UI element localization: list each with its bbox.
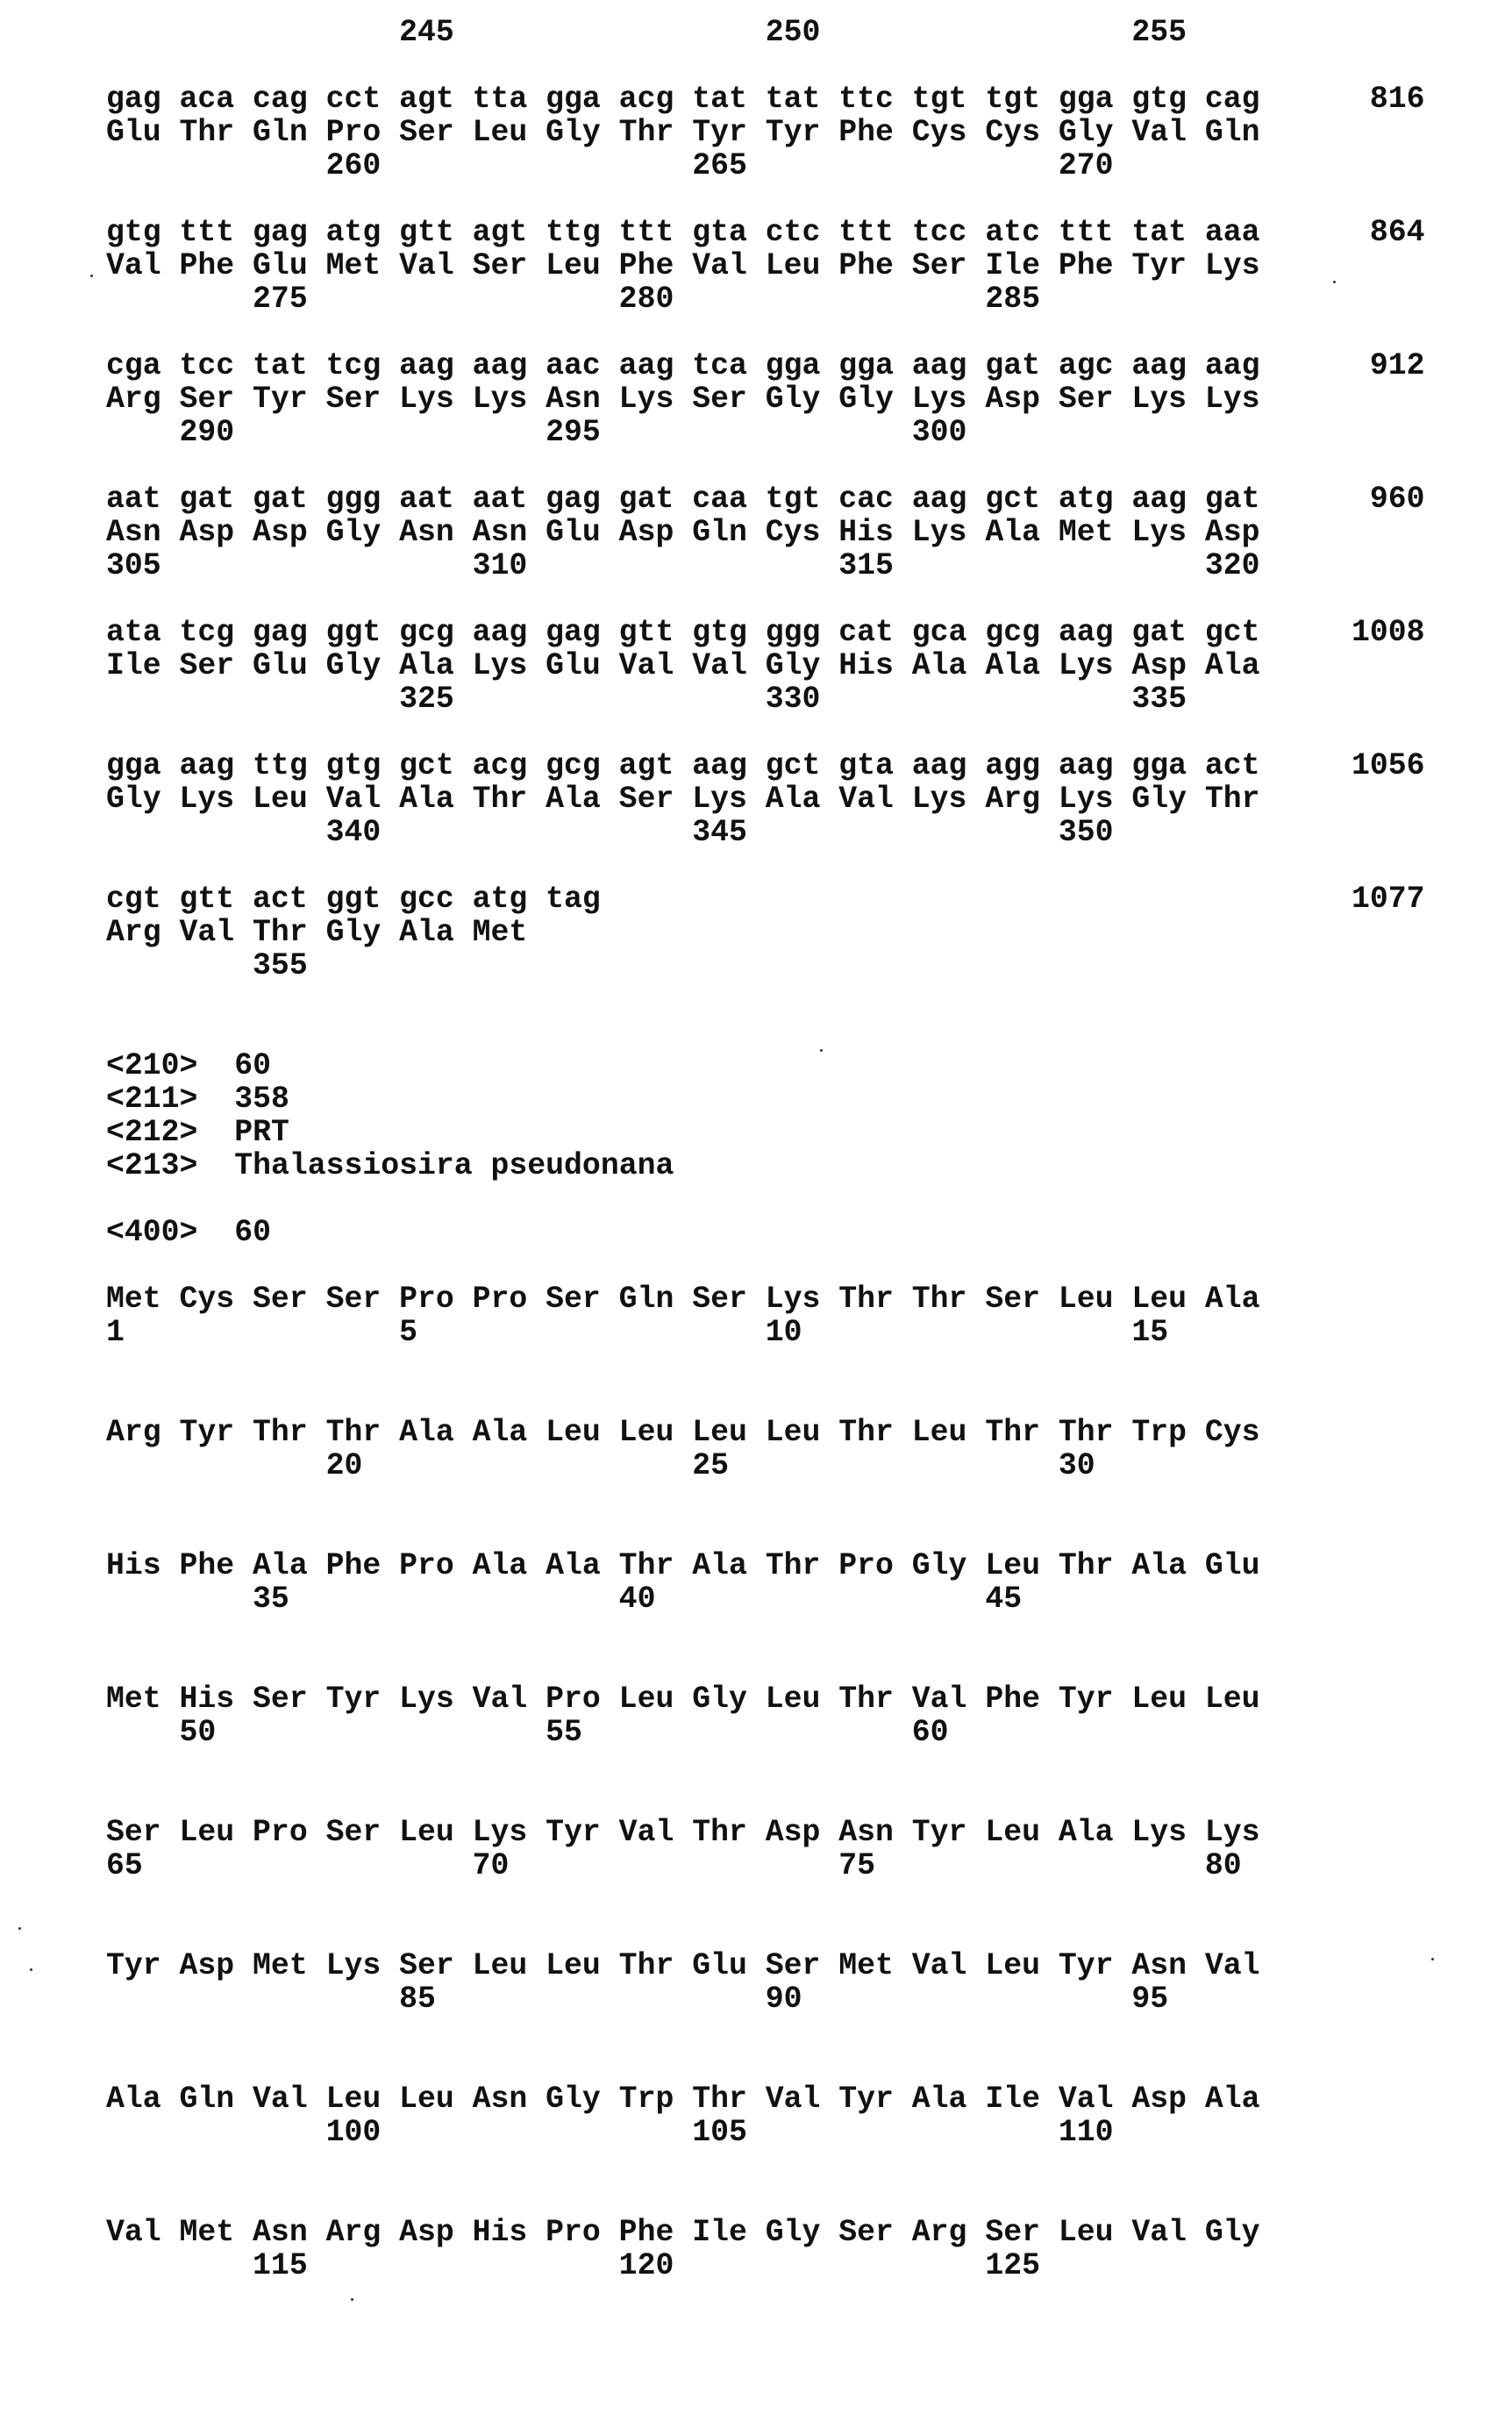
- amino-acid-line-text: Ile Ser Glu Gly Ala Lys Glu Val Val Gly His Ala Ala Lys Asp Ala: [106, 649, 1260, 683]
- amino-acid-line-text: Arg Tyr Thr Thr Ala Ala Leu Leu Leu Leu Thr Leu Thr Thr Trp Cys: [106, 1416, 1260, 1450]
- blank-line: [106, 1483, 1424, 1517]
- dna-codon-line: [106, 350, 1424, 383]
- blank-line: [106, 1617, 1424, 1650]
- residue-number-line: [106, 950, 1424, 983]
- residue-number-line-text: 1 5 10 15: [106, 1316, 1168, 1350]
- amino-acid-line-text: Arg Ser Tyr Ser Lys Lys Asn Lys Ser Gly Gly Lys Asp Ser Lys Lys: [106, 382, 1260, 417]
- scan-speck: [90, 275, 93, 277]
- residue-number-line: [106, 150, 1424, 183]
- residue-number-line-text: 275 280 285: [106, 282, 1040, 317]
- amino-acid-line: [106, 783, 1424, 817]
- field-tag: <400>: [106, 1216, 197, 1250]
- residue-number-line: [106, 1450, 1424, 1483]
- dna-codon-line-text: aat gat gat ggg aat aat gag gat caa tgt cac aag gct atg aag gat: [106, 482, 1260, 517]
- amino-acid-line: [106, 1417, 1424, 1450]
- amino-acid-line: [106, 1817, 1424, 1850]
- sequence-info-line: [106, 1083, 1424, 1117]
- amino-acid-line-text: Val Phe Glu Met Val Ser Leu Phe Val Leu Phe Ser Ile Phe Tyr Lys: [106, 249, 1260, 283]
- residue-number-line-text: 35 40 45: [106, 1582, 1022, 1617]
- blank-line: [106, 1517, 1424, 1550]
- dna-codon-line-text: gga aag ttg gtg gct acg gcg agt aag gct gta aag agg aag gga act: [106, 749, 1260, 783]
- residue-number-line-text: 115 120 125: [106, 2249, 1040, 2283]
- residue-number-line: [106, 283, 1424, 317]
- residue-number-line: [106, 1850, 1424, 1883]
- blank-line: [106, 183, 1424, 217]
- blank-line: [106, 1183, 1424, 1217]
- blank-line: [106, 1917, 1424, 1950]
- blank-line: [106, 850, 1424, 883]
- blank-line: [106, 2283, 1424, 2317]
- field-tag: <213>: [106, 1149, 197, 1183]
- field-value: 358: [234, 1082, 289, 1117]
- field-tag: <210>: [106, 1049, 197, 1083]
- residue-number-line-text: 50 55 60: [106, 1716, 949, 1750]
- amino-acid-line: [106, 650, 1424, 683]
- scan-speck: [30, 1968, 32, 1971]
- residue-number-line-text: 340 345 350: [106, 816, 1113, 850]
- field-value: Thalassiosira pseudonana: [234, 1149, 674, 1183]
- amino-acid-line: [106, 1950, 1424, 1983]
- field-value: 60: [234, 1049, 271, 1083]
- dna-codon-line-text: cgt gtt act ggt gcc atg tag: [106, 882, 601, 917]
- nucleotide-count: 864: [1370, 217, 1425, 250]
- amino-acid-line-text: Ser Leu Pro Ser Leu Lys Tyr Val Thr Asp Asn Tyr Leu Ala Lys Lys: [106, 1816, 1260, 1850]
- nucleotide-count: 816: [1370, 83, 1425, 117]
- dna-codon-line: [106, 483, 1424, 517]
- residue-number-line: [106, 2250, 1424, 2283]
- blank-line: [106, 1017, 1424, 1050]
- residue-number-line: [106, 1317, 1424, 1350]
- amino-acid-line: [106, 383, 1424, 417]
- nucleotide-count: 1056: [1352, 750, 1425, 783]
- residue-number-line-text: 100 105 110: [106, 2116, 1113, 2150]
- dna-codon-line: [106, 750, 1424, 783]
- dna-codon-line: [106, 883, 1424, 917]
- amino-acid-line-text: Met His Ser Tyr Lys Val Pro Leu Gly Leu Thr Val Phe Tyr Leu Leu: [106, 1682, 1260, 1717]
- residue-number-line-text: 290 295 300: [106, 416, 966, 450]
- blank-line: [106, 2183, 1424, 2217]
- field-tag: <212>: [106, 1116, 197, 1150]
- amino-acid-line-text: Val Met Asn Arg Asp His Pro Phe Ile Gly Ser Arg Ser Leu Val Gly: [106, 2216, 1260, 2250]
- scan-speck: [18, 1927, 21, 1930]
- dna-codon-line: [106, 83, 1424, 117]
- amino-acid-line: [106, 117, 1424, 150]
- dna-codon-line: [106, 217, 1424, 250]
- residue-number-line: [106, 17, 1424, 50]
- amino-acid-line-text: Tyr Asp Met Lys Ser Leu Leu Thr Glu Ser Met Val Leu Tyr Asn Val: [106, 1949, 1260, 1983]
- amino-acid-line: [106, 1683, 1424, 1717]
- amino-acid-line-text: Met Cys Ser Ser Pro Pro Ser Gln Ser Lys Thr Thr Ser Leu Leu Ala: [106, 1282, 1260, 1317]
- field-value: 60: [234, 1216, 271, 1250]
- nucleotide-count: 1008: [1352, 617, 1425, 650]
- amino-acid-line: [106, 1550, 1424, 1583]
- residue-number-line: [106, 1983, 1424, 2017]
- amino-acid-line-text: His Phe Ala Phe Pro Ala Ala Thr Ala Thr Pro Gly Leu Thr Ala Glu: [106, 1549, 1260, 1583]
- residue-number-line: [106, 817, 1424, 850]
- scan-speck: [1333, 281, 1336, 283]
- dna-codon-line-text: cga tcc tat tcg aag aag aac aag tca gga gga aag gat agc aag aag: [106, 349, 1260, 383]
- nucleotide-count: 912: [1370, 350, 1425, 383]
- blank-line: [106, 1650, 1424, 1683]
- sequence-info-line: [106, 1050, 1424, 1083]
- field-tag: <211>: [106, 1082, 197, 1117]
- amino-acid-line-text: Glu Thr Gln Pro Ser Leu Gly Thr Tyr Tyr Phe Cys Cys Gly Val Gln: [106, 116, 1260, 150]
- amino-acid-line-text: Asn Asp Asp Gly Asn Asn Glu Asp Gln Cys His Lys Ala Met Lys Asp: [106, 516, 1260, 550]
- blank-line: [106, 583, 1424, 617]
- amino-acid-line-text: Ala Gln Val Leu Leu Asn Gly Trp Thr Val Tyr Ala Ile Val Asp Ala: [106, 2082, 1260, 2117]
- residue-number-line-text: 305 310 315 320: [106, 549, 1260, 583]
- blank-line: [106, 1783, 1424, 1817]
- blank-line: [106, 1750, 1424, 1783]
- amino-acid-line: [106, 917, 1424, 950]
- blank-line: [106, 1250, 1424, 1283]
- blank-line: [106, 2150, 1424, 2183]
- residue-number-line-text: 65 70 75 80: [106, 1849, 1242, 1883]
- nucleotide-count: 1077: [1352, 883, 1425, 917]
- residue-number-line-text: 20 25 30: [106, 1449, 1095, 1483]
- dna-codon-line-text: ata tcg gag ggt gcg aag gag gtt gtg ggg cat gca gcg aag gat gct: [106, 616, 1260, 650]
- dna-codon-line-text: gtg ttt gag atg gtt agt ttg ttt gta ctc ttt tcc atc ttt tat aaa: [106, 216, 1260, 250]
- amino-acid-line: [106, 517, 1424, 550]
- residue-number-line: [106, 1583, 1424, 1617]
- residue-number-line-text: 355: [106, 949, 308, 983]
- blank-line: [106, 1883, 1424, 1917]
- blank-line: [106, 983, 1424, 1017]
- amino-acid-line: [106, 1283, 1424, 1317]
- amino-acid-line-text: Arg Val Thr Gly Ala Met: [106, 916, 527, 950]
- field-value: PRT: [234, 1116, 289, 1150]
- residue-number-line-text: 85 90 95: [106, 1982, 1168, 2017]
- scan-speck: [1431, 1958, 1434, 1960]
- sequence-info-line: [106, 1117, 1424, 1150]
- blank-line: [106, 2050, 1424, 2083]
- sequence-info-line: [106, 1150, 1424, 1183]
- residue-number-line: [106, 550, 1424, 583]
- blank-line: [106, 717, 1424, 750]
- residue-number-line: [106, 2117, 1424, 2150]
- blank-line: [106, 2017, 1424, 2050]
- sequence-listing: [106, 17, 1424, 2350]
- dna-codon-line: [106, 617, 1424, 650]
- residue-number-line-text: 245 250 255: [106, 16, 1187, 50]
- scan-speck: [820, 1049, 823, 1052]
- residue-number-line: [106, 683, 1424, 717]
- blank-line: [106, 450, 1424, 483]
- blank-line: [106, 2317, 1424, 2350]
- blank-line: [106, 1350, 1424, 1383]
- dna-codon-line-text: gag aca cag cct agt tta gga acg tat tat ttc tgt tgt gga gtg cag: [106, 82, 1260, 117]
- residue-number-line: [106, 417, 1424, 450]
- amino-acid-line: [106, 250, 1424, 283]
- residue-number-line: [106, 1717, 1424, 1750]
- amino-acid-line: [106, 2217, 1424, 2250]
- blank-line: [106, 317, 1424, 350]
- residue-number-line-text: 260 265 270: [106, 149, 1113, 183]
- blank-line: [106, 50, 1424, 83]
- blank-line: [106, 1383, 1424, 1417]
- residue-number-line-text: 325 330 335: [106, 682, 1187, 717]
- nucleotide-count: 960: [1370, 483, 1425, 517]
- amino-acid-line-text: Gly Lys Leu Val Ala Thr Ala Ser Lys Ala Val Lys Arg Lys Gly Thr: [106, 782, 1260, 817]
- scan-speck: [351, 2298, 353, 2301]
- sequence-start-line: [106, 1217, 1424, 1250]
- amino-acid-line: [106, 2083, 1424, 2117]
